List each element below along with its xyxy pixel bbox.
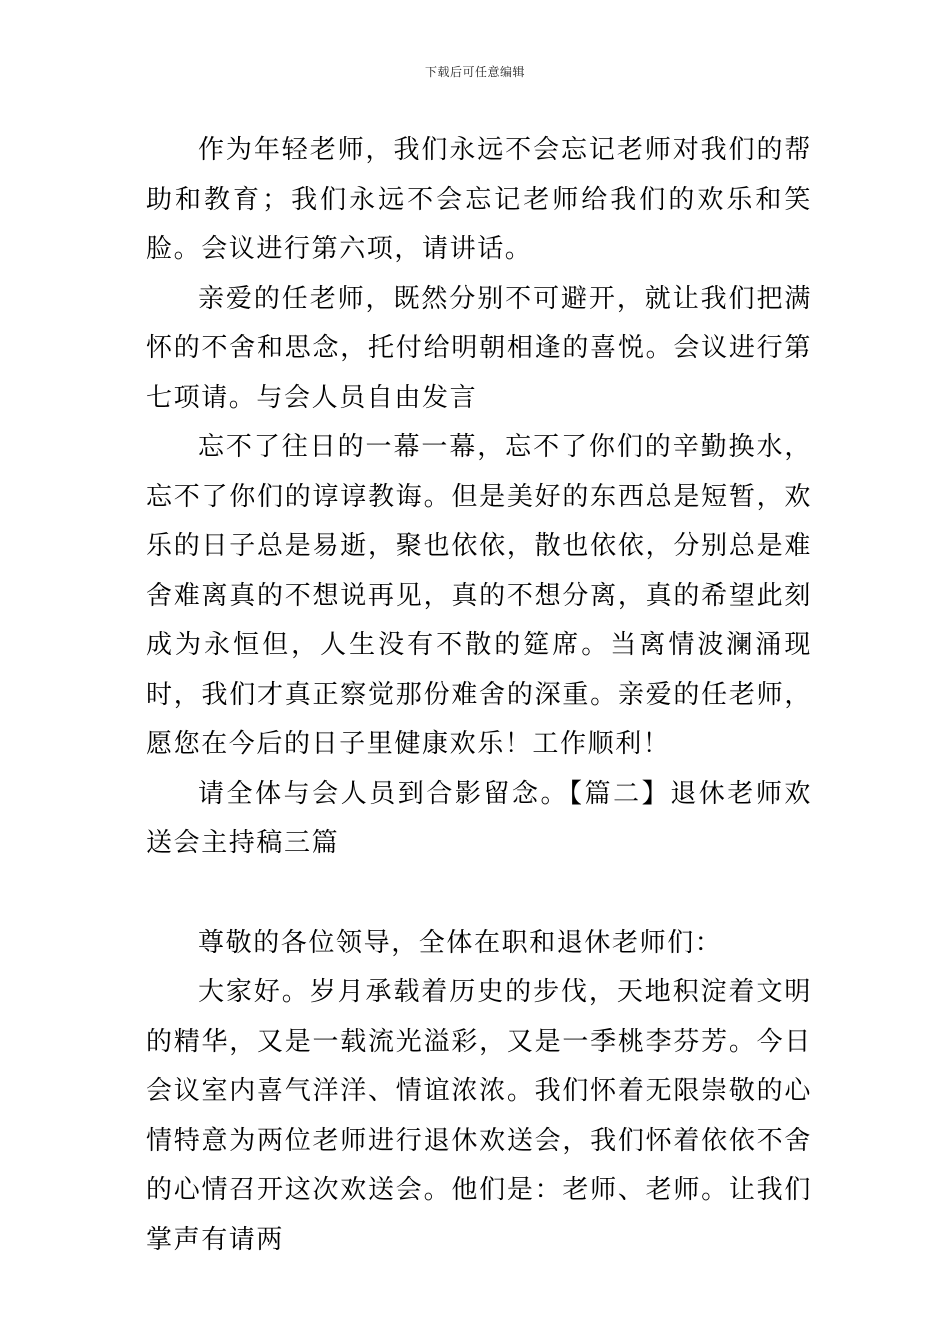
paragraph-4: 请全体与会人员到合影留念。【篇二】退休老师欢送会主持稿三篇 [146,778,812,858]
salutation: 尊敬的各位领导，全体在职和退休老师们： [198,927,723,958]
paragraph-6: 大家好。岁月承载着历史的步伐，天地积淀着文明的精华，又是一载流光溢彩，又是一季桃李芬芳。今日会议室内喜气洋洋、情谊浓浓。我们怀着无限崇敬的心情特意为两位老师进行退休欢送会，我们怀着依依不舍的心情召开这次欢送会。他们是：老师、老师。让我们掌声有请两 [146,977,812,1255]
page-header: 下载后可任意编辑 [424,65,525,79]
section-gap [146,869,812,919]
paragraph-3: 忘不了往日的一幕一幕，忘不了你们的辛勤换水，忘不了你们的谆谆教诲。但是美好的东西总是短暂，欢乐的日子总是易逝，聚也依依，散也依依，分别总是难舍难离真的不想说再见，真的不想分离，真的希望此刻成为永恒但，人生没有不散的筵席。当离情波澜涌现时，我们才真正察觉那份难舍的深重。亲爱的任老师，愿您在今后的日子里健康欢乐！工作顺利！ [146,432,812,759]
document-body [146,126,812,1265]
paragraph-2: 亲爱的任老师，既然分别不可避开，就让我们把满怀的不舍和思念，托付给明朝相逢的喜悦。会议进行第七项请。与会人员自由发言 [146,283,812,413]
paragraph-1: 作为年轻老师，我们永远不会忘记老师对我们的帮助和教育；我们永远不会忘记老师给我们的欢乐和笑脸。会议进行第六项，请讲话。 [146,135,812,264]
